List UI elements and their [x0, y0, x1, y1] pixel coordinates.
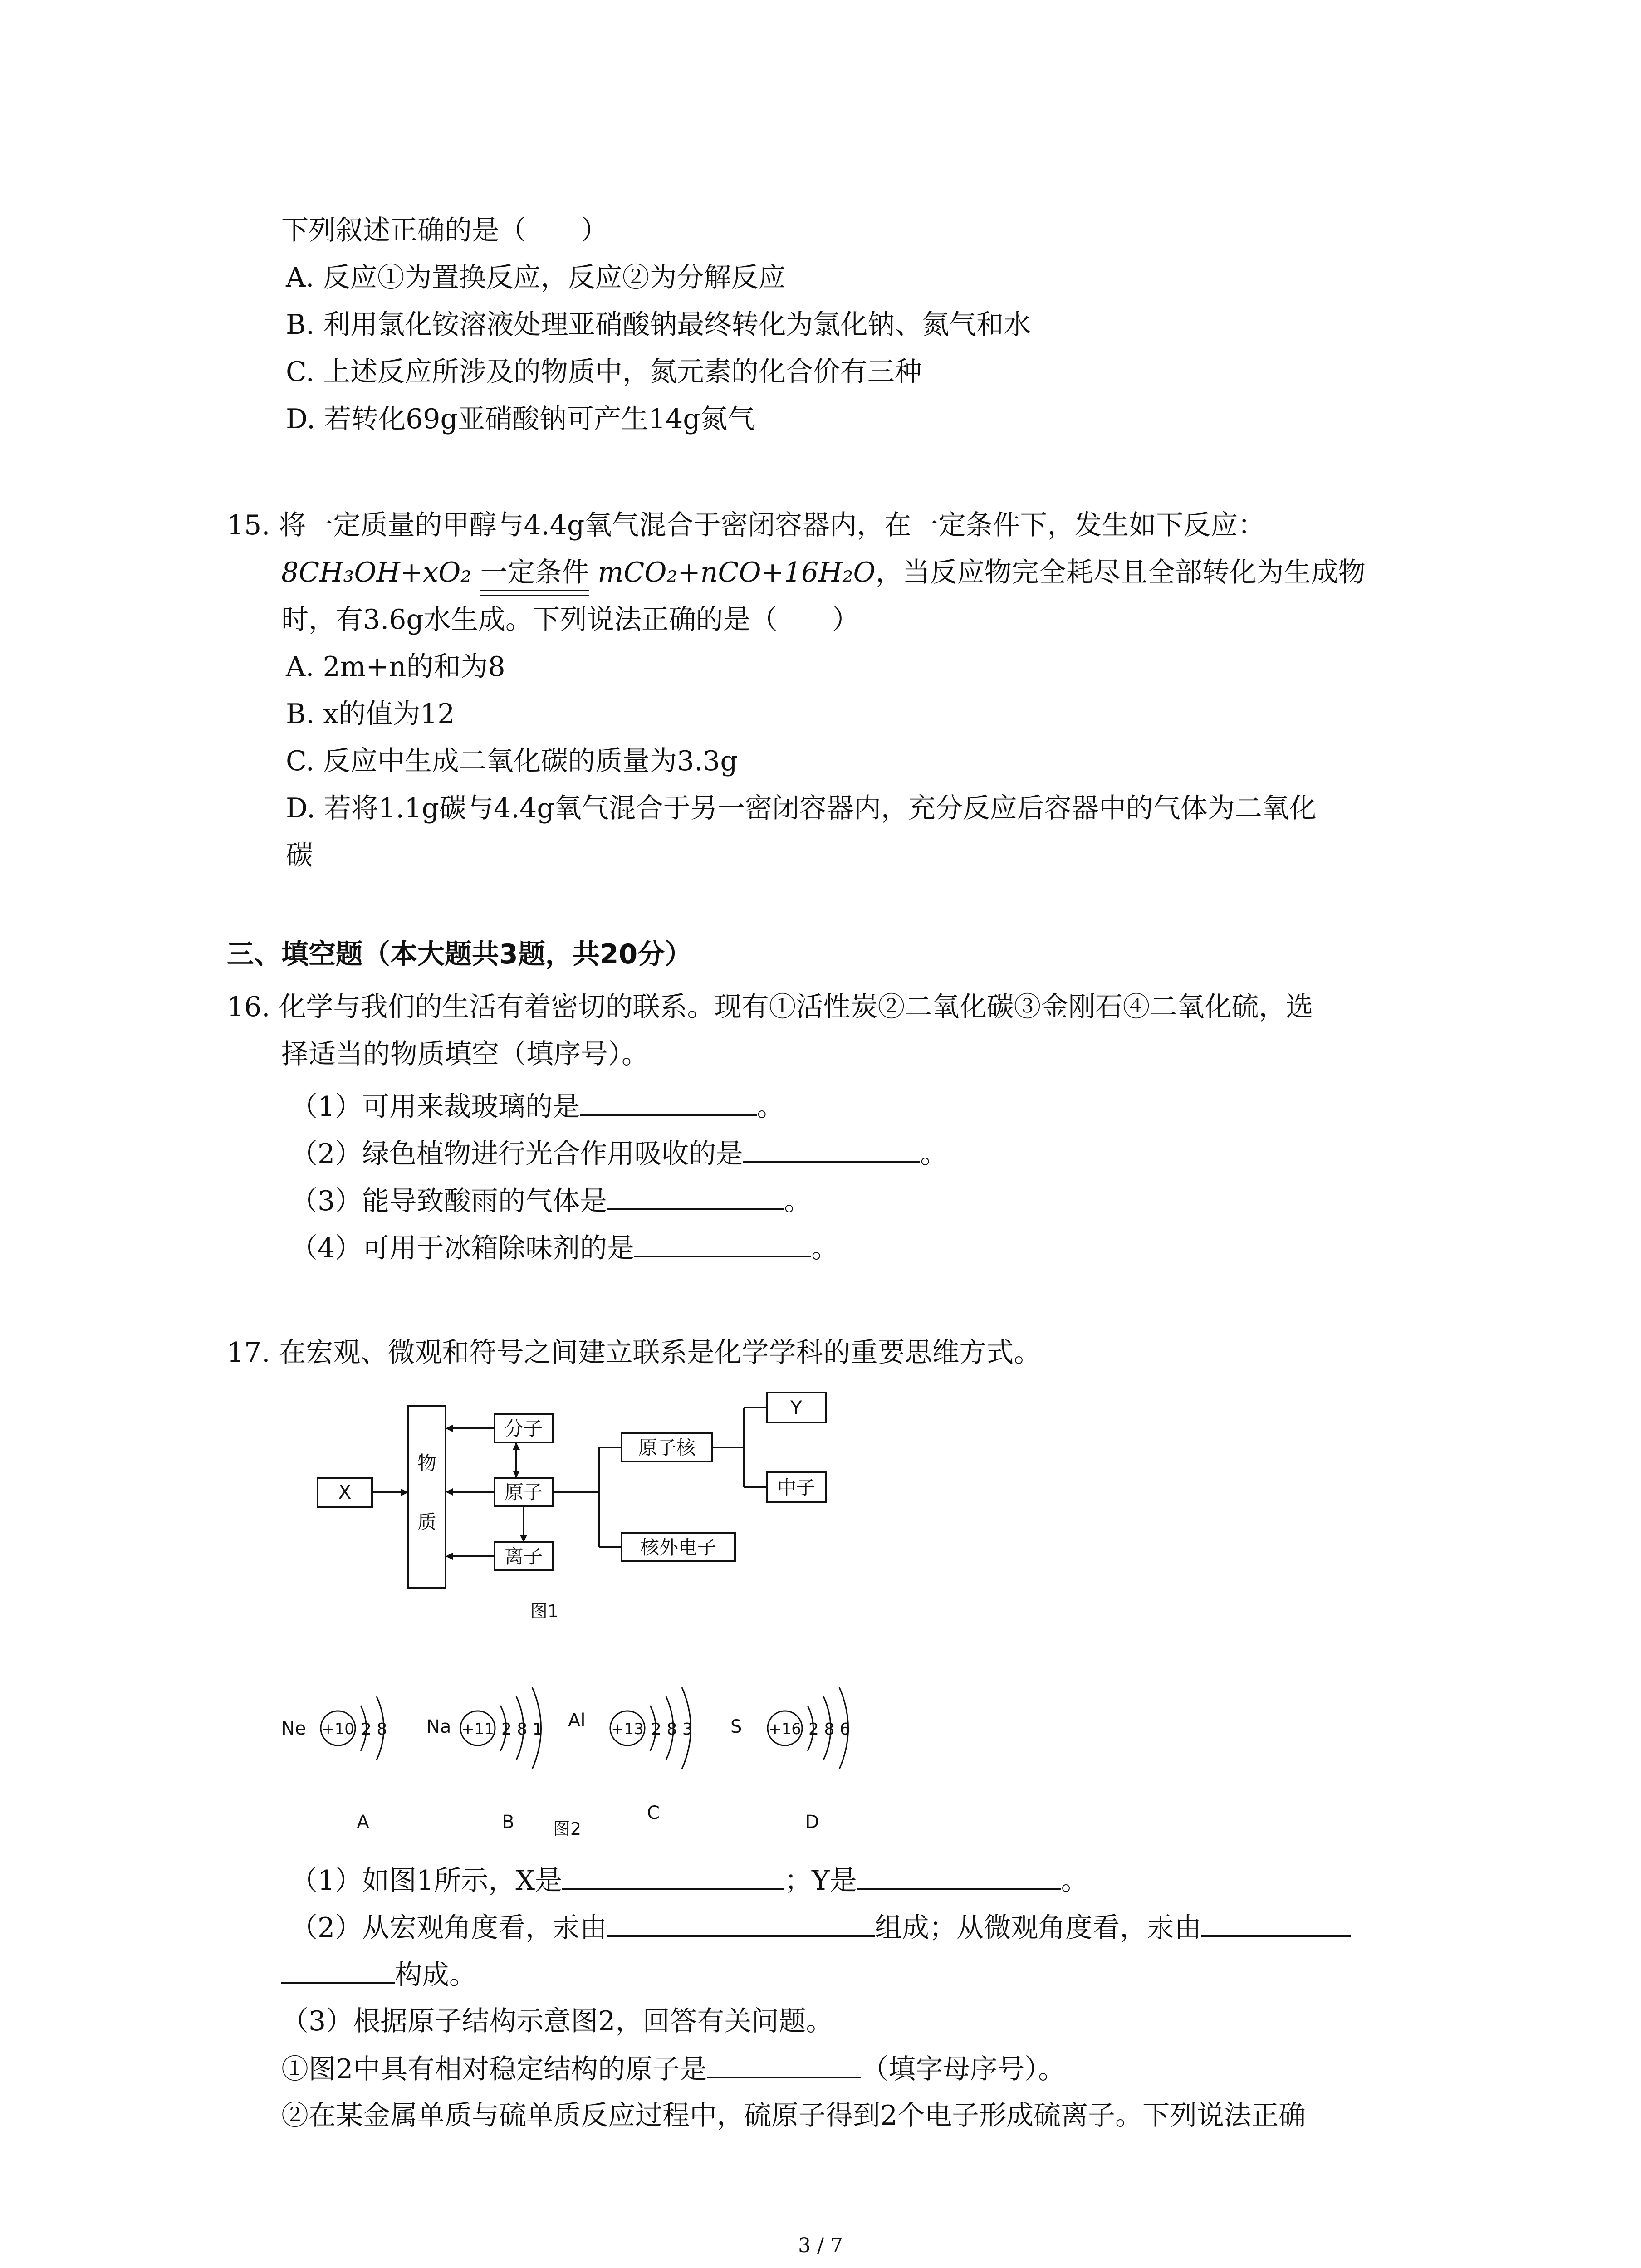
answer-blank[interactable]	[281, 1956, 395, 1984]
q15-equation	[281, 554, 1366, 591]
fig1-caption: 图1	[530, 1601, 559, 1621]
atom-s-diagram	[730, 1687, 850, 1833]
fig1-nucleus-label: 原子核	[638, 1437, 696, 1459]
atom-ne-diagram	[281, 1696, 387, 1833]
q15-option-d-line2: 碳	[286, 840, 313, 871]
nucleus-charge: +13	[611, 1720, 644, 1738]
fig1-molecule-label: 分子	[504, 1418, 543, 1440]
electron-shells: 2 8 3	[651, 1720, 693, 1739]
answer-blank[interactable]	[580, 1088, 757, 1116]
answer-blank[interactable]	[857, 1862, 1061, 1890]
q16-part4: （4）可用于冰箱除味剂的是 。	[290, 1229, 838, 1266]
answer-blank[interactable]	[1201, 1909, 1351, 1937]
q16-stem-line1: 16. 化学与我们的生活有着密切的联系。现有①活性炭②二氧化碳③金刚石④二氧化硫，选	[227, 991, 1313, 1023]
q15-eq-condition: 一定条件	[480, 554, 589, 591]
q17-part2: （2）从宏观角度看，汞由 组成；从微观角度看，汞由	[290, 1909, 1351, 1946]
q17-part1: （1）如图1所示，X是 ；Y是 。	[290, 1862, 1088, 1899]
q16-part1: （1）可用来裁玻璃的是 。	[290, 1088, 784, 1125]
answer-blank[interactable]	[634, 1229, 811, 1257]
q17-part3-q2: ②在某金属单质与硫单质反应过程中，硫原子得到2个电子形成硫离子。下列说法正确	[281, 2100, 1306, 2131]
q15-option-b: B. x的值为12	[286, 698, 455, 730]
q17-part2-continued: 构成。	[281, 1956, 476, 1993]
fig1-neutron-label: 中子	[777, 1476, 816, 1499]
fig1-x-label: X	[338, 1481, 352, 1503]
nucleus-charge: +16	[769, 1720, 801, 1738]
page-number: 3 / 7	[798, 2234, 843, 2257]
q15-option-d-line1: D. 若将1.1g碳与4.4g氧气混合于另一密闭容器内，充分反应后容器中的气体为二氧化	[286, 792, 1317, 824]
nucleus-charge: +10	[322, 1720, 354, 1738]
q14-option-c: C. 上述反应所涉及的物质中，氮元素的化合价有三种	[286, 356, 922, 388]
q16-part2: （2）绿色植物进行光合作用吸收的是 。	[290, 1135, 947, 1172]
fig1-matter-label-2: 质	[417, 1511, 437, 1533]
figure-1-diagram	[299, 1379, 889, 1633]
q15-option-c: C. 反应中生成二氧化碳的质量为3.3g	[286, 745, 738, 777]
answer-blank[interactable]	[707, 2050, 861, 2078]
atom-na-diagram	[426, 1687, 543, 1833]
atom-letter: A	[357, 1812, 369, 1833]
electron-shells: 2 8 1	[501, 1720, 543, 1739]
q14-option-d: D. 若转化69g亚硝酸钠可产生14g氮气	[286, 403, 755, 435]
q14-stem: 下列叙述正确的是（ ）	[281, 215, 608, 246]
fig2-caption: 图2	[553, 1819, 582, 1837]
q16-stem-line2: 择适当的物质填空（填序号）。	[281, 1038, 649, 1070]
fig1-electron-label: 核外电子	[640, 1536, 717, 1559]
q15-eq-tail: ，当反应物完全耗尽且全部转化为生成物	[875, 557, 1366, 588]
answer-blank[interactable]	[607, 1182, 784, 1210]
q17-part3-q1: ①图2中具有相对稳定结构的原子是 （填字母序号）。	[281, 2050, 1065, 2087]
atom-symbol: Ne	[281, 1718, 306, 1739]
atom-letter: B	[502, 1812, 514, 1833]
fig1-matter-label-1: 物	[417, 1452, 437, 1474]
q15-eq-left: 8CH₃OH+xO₂	[281, 557, 472, 588]
q16-part3: （3）能导致酸雨的气体是 。	[290, 1182, 811, 1219]
fig1-y-label: Y	[790, 1397, 802, 1419]
q15-stem-line3: 时，有3.6g水生成。下列说法正确的是（ ）	[281, 604, 859, 635]
q14-option-b: B. 利用氯化铵溶液处理亚硝酸钠最终转化为氯化钠、氮气和水	[286, 309, 1031, 341]
fig1-atom-label: 原子	[504, 1481, 543, 1503]
q17-stem: 17. 在宏观、微观和符号之间建立联系是化学学科的重要思维方式。	[227, 1337, 1041, 1369]
q15-stem-line1: 15. 将一定质量的甲醇与4.4g氧气混合于密闭容器内，在一定条件下，发生如下反应：	[227, 509, 1265, 541]
q15-eq-right: mCO₂+nCO+16H₂O	[598, 557, 876, 588]
atom-letter: D	[805, 1812, 819, 1833]
atom-symbol: Al	[568, 1710, 586, 1731]
nucleus-charge: +11	[461, 1720, 494, 1738]
q14-option-a: A. 反应①为置换反应，反应②为分解反应	[286, 262, 786, 293]
atom-symbol: S	[730, 1716, 742, 1737]
electron-shells: 2 8 6	[808, 1720, 850, 1739]
atom-symbol: Na	[426, 1716, 451, 1737]
q15-option-a: A. 2m+n的和为8	[286, 651, 505, 683]
atom-al-diagram	[568, 1687, 693, 1823]
answer-blank[interactable]	[607, 1909, 875, 1937]
answer-blank[interactable]	[562, 1862, 784, 1890]
q17-part3: （3）根据原子结构示意图2，回答有关问题。	[281, 2005, 833, 2037]
figure-2-atoms	[272, 1642, 907, 1837]
electron-shells: 2 8	[361, 1720, 387, 1739]
atom-letter: C	[647, 1803, 660, 1823]
answer-blank[interactable]	[743, 1135, 920, 1163]
fig1-ion-label: 离子	[504, 1545, 543, 1568]
section-title: 三、填空题（本大题共3题，共20分）	[227, 938, 692, 970]
